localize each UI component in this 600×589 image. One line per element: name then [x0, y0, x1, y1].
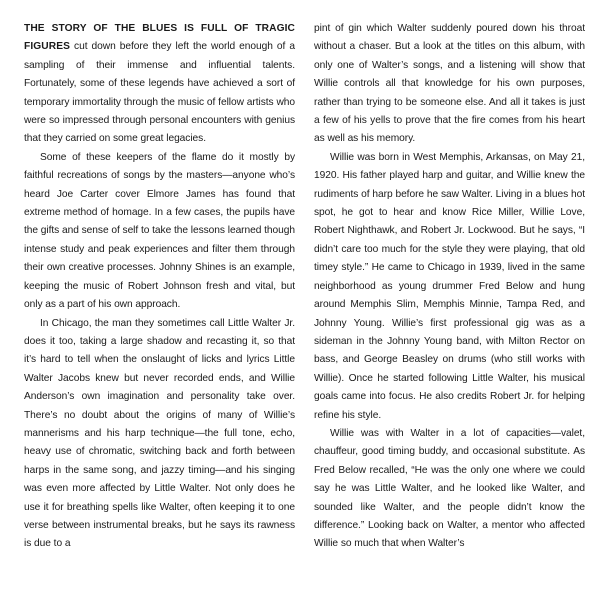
paragraph-with-walter: Willie was with Walter in a lot of capacities—valet, chauffeur, good timing buddy, and occasional substitute. As Fred Below recalled, “He was the only one where we could say he was Little Walter, and he looked like Walter, and sounded like Walter, and the people didn’t know the difference.” Looking back on Walter, a mentor who affected Willie so much that when Walter’s: [314, 427, 585, 550]
paragraph-keepers-of-flame: Some of these keepers of the flame do it mostly by faithful recreations of songs by the masters—anyone who’s heard Joe Carter cover Elmore James has found that extreme method of homage. In a few cases, the pupils have the gifts and sense of self to take the lessons learned though intense study and peak experiences and filter them through their own creative processes. Johnny Shines is an example, keeping the music of Robert Johnson fresh and vital, but only as a part of his own approach.: [24, 151, 296, 311]
paragraph-intro: [24, 20, 295, 149]
paragraph-gin: pint of gin which Walter suddenly poured down his throat without a chaser. But a look at the titles on this album, with only one of Walter’s songs, and a listening will show that Willie controls all that knowledge for his own purposes, rather than trying to be someone else. And all it takes is just a few of his yells to prove that the fire comes from his heart as well as his memory.: [314, 23, 585, 145]
paragraph-biography: Willie was born in West Memphis, Arkansas, on May 21, 1920. His father played harp and guitar, and Willie knew the rudiments of harp before he saw Walter. Living in a blues hot spot, he got to hear and know Rice Miller, Willie Love, Robert Nighthawk, and Robert Jr. Lockwood. But he says, “I didn’t care too much for the style they were playing, that old timey style.” He came to Chicago in 1939, lived in the same neighborhood as young drummer Fred Below and hung around Memphis Slim, Memphis Minnie, Tampa Red, and Johnny Young. Willie’s first professional gig was as a sideman in the Johnny Young band, with Milton Rector on bass, and George Beasley on drums (who still works with Willie). Once he started following Little Walter, his musical goals came into focus. He also credits Robert Jr. for helping refine his style.: [314, 151, 585, 421]
left-column: [24, 20, 295, 589]
lead-in-heading: THE STORY OF THE BLUES IS FULL OF TRAGIC FIGURES: [24, 23, 295, 53]
paragraph-chicago: In Chicago, the man they sometimes call Little Walter Jr. does it too, taking a large shadow and recasting it, so that it’s hard to tell when the onslaught of licks and lyrics Little Walter Jacobs knew but never recorded ends, and Willie Anderson’s own imagination and personality take over. There’s no doubt about the origins of many of Willie’s mannerisms and his harp technique—the full tone, echo, heavy use of chromatic, switching back and forth between harps in the same song, and jazzy timing—and his singing was even more affected by Little Walter. Not only does he use it for breathing spells like Walter, often keeping it to one verse between instrumental breaks, but he says its rawness is due to a: [24, 317, 295, 550]
right-column: [314, 20, 585, 589]
paragraph-intro-text: cut down before they left the world enough of a sampling of their immense and influential talents. Fortunately, some of these legends have achieved a sort of temporary immortality through the music of fellow artists who were so impressed through personal encounters with genius that they carried on some great legacies.: [24, 41, 295, 145]
